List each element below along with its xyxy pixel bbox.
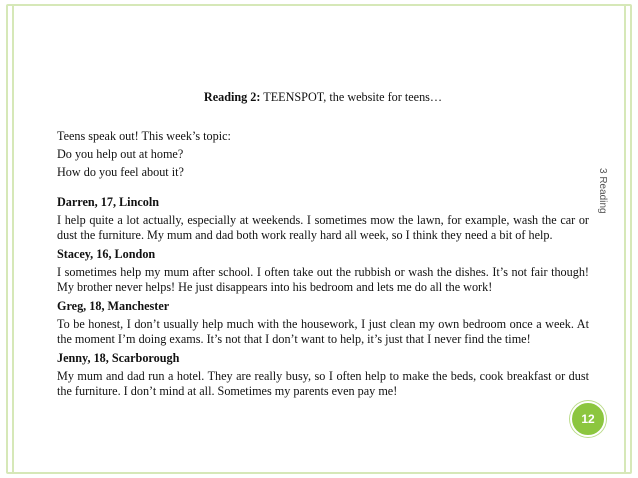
section-side-label: 3 Reading bbox=[597, 168, 608, 214]
entry-text: To be honest, I don’t usually help much with the housework, I just clean my own bedroom once a week. At the moment I’m doing exams. It’s not that I don’t want to help, it’s just that I never find the time! bbox=[57, 317, 589, 346]
reading-content bbox=[57, 90, 589, 403]
reading-title bbox=[57, 90, 589, 105]
reading-title-bold: Reading 2: bbox=[203, 90, 261, 104]
reading-title-text: TEENSPOT, the website for teens… bbox=[260, 90, 443, 104]
entry-text: I help quite a lot actually, especially at weekends. I sometimes mow the lawn, for example, wash the car or dust the furniture. My mum and dad both work really hard all week, so I think they need a bit of help. bbox=[57, 213, 589, 242]
entry-text: I sometimes help my mum after school. I often take out the rubbish or wash the dishes. It’s not fair though! My brother never helps! He just disappears into his bedroom and lets me do all the work! bbox=[57, 265, 589, 294]
intro-line: Teens speak out! This week’s topic: bbox=[57, 129, 231, 143]
entry-author: Greg, 18, Manchester bbox=[57, 299, 170, 313]
left-border-line bbox=[12, 4, 14, 474]
page-number-badge: 12 bbox=[570, 401, 606, 437]
entry-author: Darren, 17, Lincoln bbox=[57, 195, 160, 209]
intro-line: How do you feel about it? bbox=[57, 165, 184, 179]
right-border-line bbox=[624, 4, 626, 474]
entry-author: Jenny, 18, Scarborough bbox=[57, 351, 180, 365]
intro-line: Do you help out at home? bbox=[57, 147, 184, 161]
entry-text: My mum and dad run a hotel. They are really busy, so I often help to make the beds, cook breakfast or dust the furniture. I don’t mind at all. Sometimes my parents even pay me! bbox=[57, 369, 589, 398]
entry-author: Stacey, 16, London bbox=[57, 247, 156, 261]
